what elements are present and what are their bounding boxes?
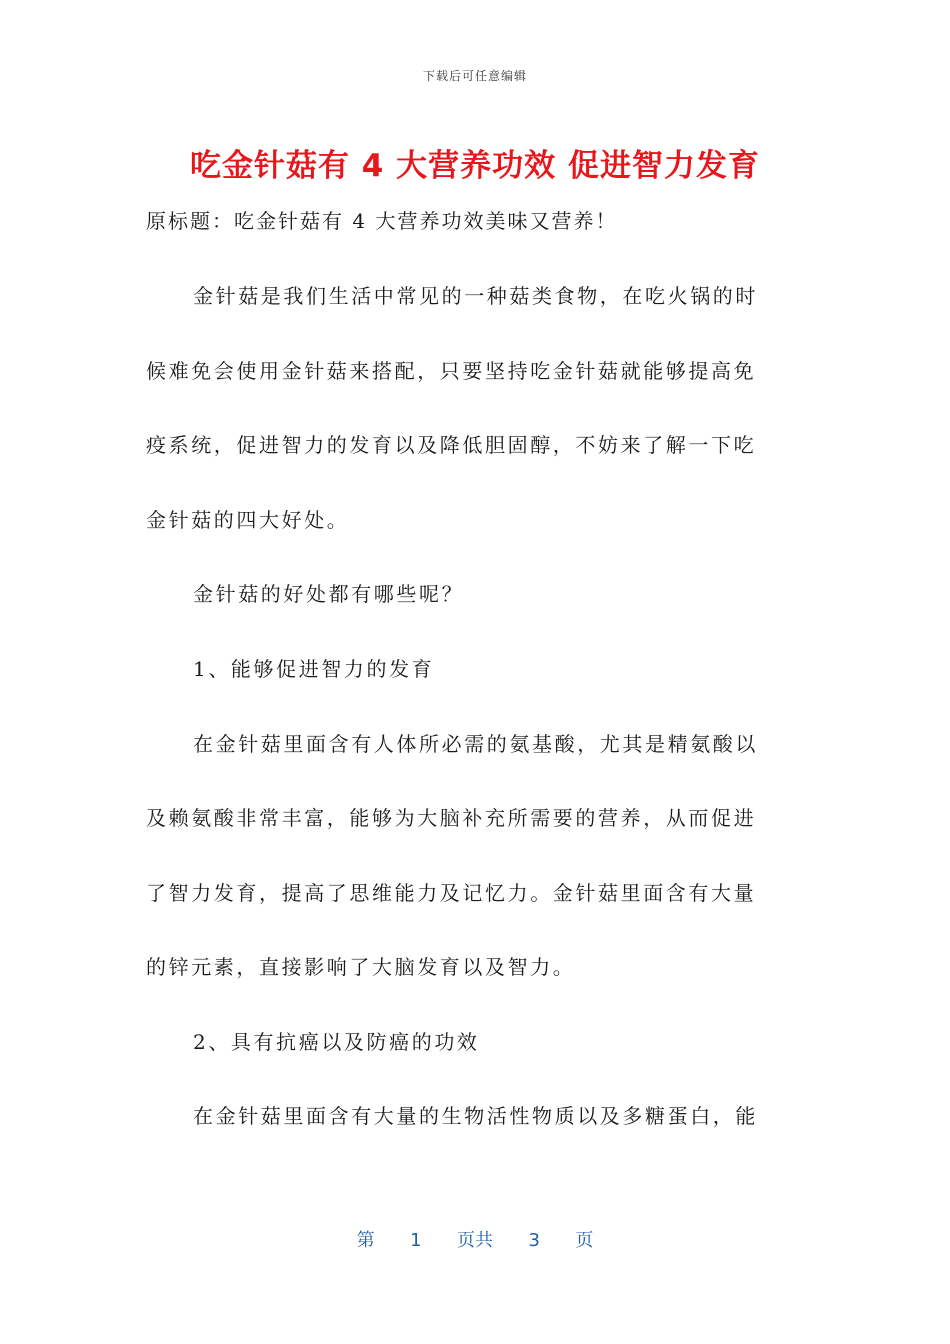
page-footer xyxy=(0,1226,950,1252)
paragraph-line: 了智力发育，提高了思维能力及记忆力。金针菇里面含有大量 xyxy=(146,881,757,905)
paragraph-line: 及赖氨酸非常丰富，能够为大脑补充所需要的营养，从而促进 xyxy=(146,806,757,830)
header-note: 下载后可任意编辑 xyxy=(422,69,527,83)
page-label-suffix: 页 xyxy=(575,1230,594,1251)
original-title: 原标题：吃金针菇有 4 大营养功效美味又营养！ xyxy=(146,209,618,233)
paragraph-line: 在金针菇里面含有人体所必需的氨基酸，尤其是精氨酸以 xyxy=(193,732,758,756)
paragraph-line: 在金针菇里面含有大量的生物活性物质以及多糖蛋白，能 xyxy=(193,1104,758,1128)
document-title: 吃金针菇有 4 大营养功效 促进智力发育 xyxy=(190,148,760,184)
page-number: 1 xyxy=(410,1230,422,1251)
total-pages: 3 xyxy=(528,1230,540,1251)
paragraph-line: 金针菇的好处都有哪些呢？ xyxy=(193,582,465,606)
section-heading: 1、能够促进智力的发育 xyxy=(193,657,435,681)
page-label-prefix: 第 xyxy=(356,1230,375,1251)
page-label-mid: 页共 xyxy=(457,1230,493,1251)
paragraph-line: 的锌元素，直接影响了大脑发育以及智力。 xyxy=(146,955,576,979)
paragraph-line: 疫系统，促进智力的发育以及降低胆固醇，不妨来了解一下吃 xyxy=(146,433,757,457)
section-heading: 2、具有抗癌以及防癌的功效 xyxy=(193,1030,480,1054)
paragraph-line: 金针菇是我们生活中常见的一种菇类食物，在吃火锅的时 xyxy=(193,284,758,308)
paragraph-line: 金针菇的四大好处。 xyxy=(146,508,350,532)
paragraph-line: 候难免会使用金针菇来搭配，只要坚持吃金针菇就能够提高免 xyxy=(146,359,757,383)
